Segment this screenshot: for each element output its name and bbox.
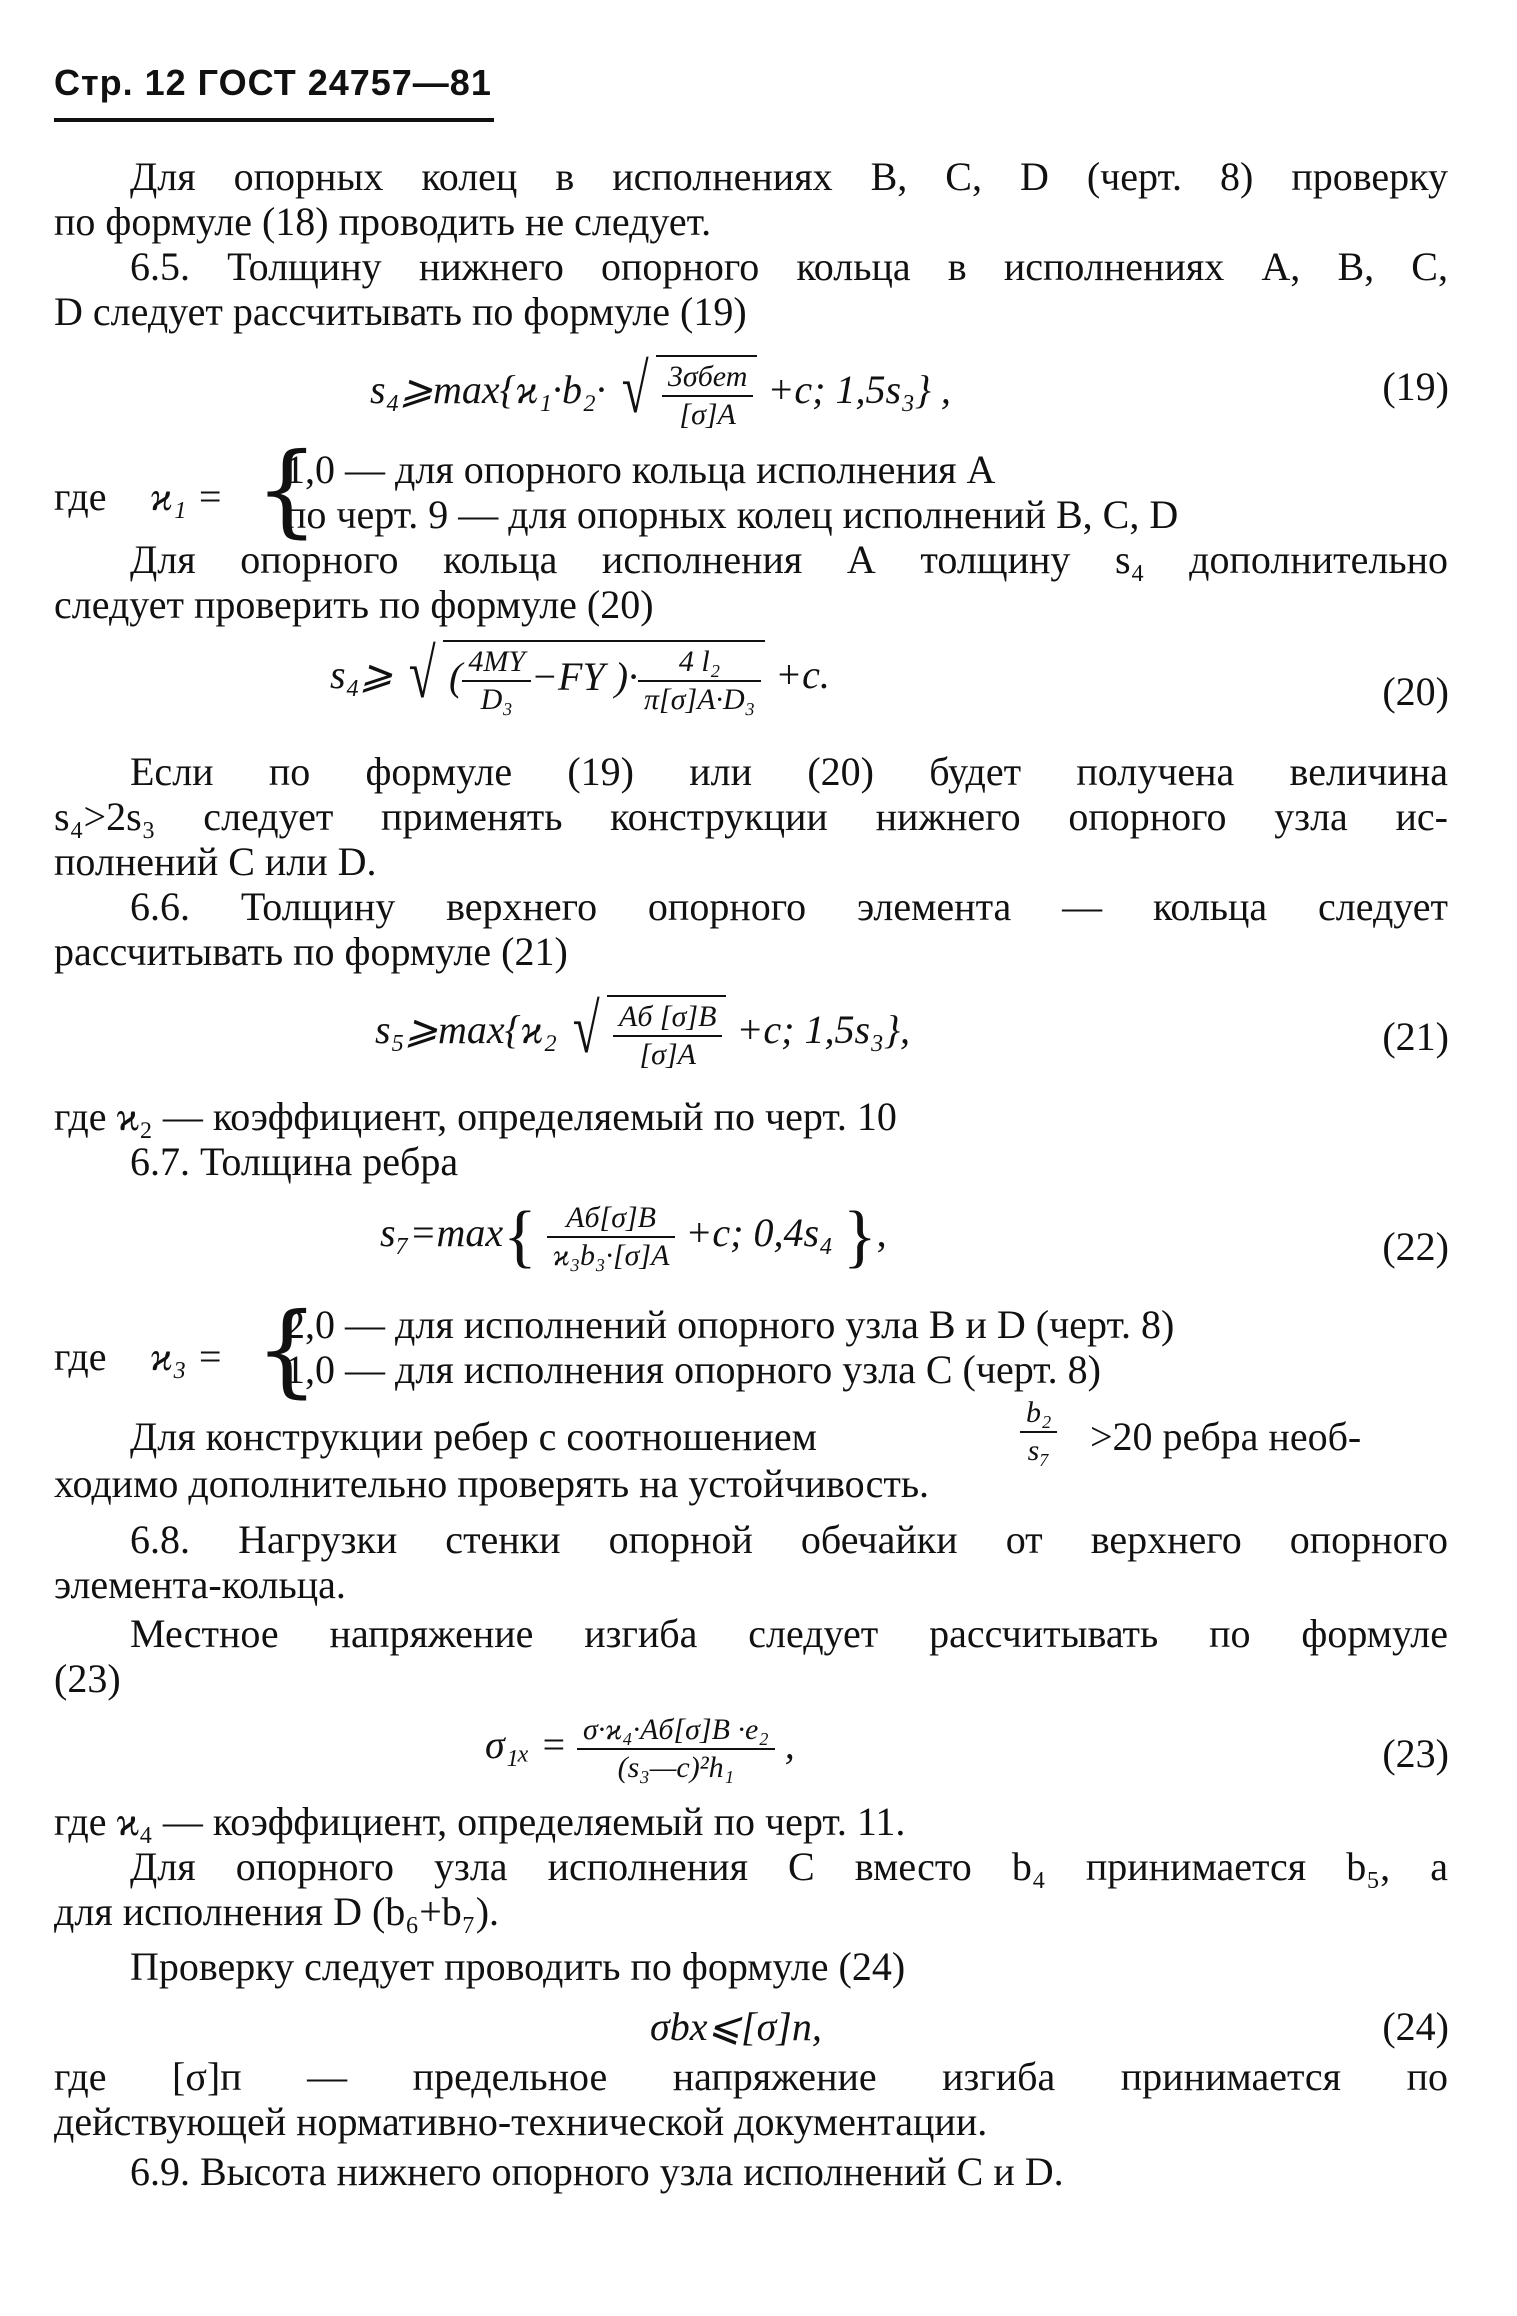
text-line: Для конструкции ребер с соотношением xyxy=(130,1414,817,1459)
ratio-b2-s7 xyxy=(1020,1395,1057,1469)
text-line: 6.8. Нагрузки стенки опорной обечайки от верхнего опорного xyxy=(130,1517,1448,1562)
text-line: >20 ребра необ- xyxy=(1090,1414,1362,1459)
sqrt-sign: √ ( $\frac{4MY}{\text{D₃}}$ −FY )· $\frac{\text{4 l₂}}{\text{π[σ]A·D₃}}$ xyxy=(403,640,765,718)
formula-19-denominator: [σ]A xyxy=(679,398,736,431)
brace-icon: { xyxy=(255,431,319,548)
text-line: ходимо дополнительно проверять на устойчивость. xyxy=(54,1461,930,1506)
kappa1-label: ϰ₁ = xyxy=(150,474,224,519)
equation-number-19: (19) xyxy=(1382,364,1449,409)
formula-20-num2: 4 l₂ xyxy=(638,644,761,682)
sqrt-sign: √ $\frac{\text{3σбет}}{[\sigma]A}$ xyxy=(616,355,757,433)
formula-19-tail: +c; 1,5s₃} , xyxy=(767,367,951,413)
text-line: полнений С или D. xyxy=(54,839,377,884)
ratio-numerator: b₂ xyxy=(1020,1395,1057,1433)
text-line: Проверку следует проводить по формуле (24) xyxy=(130,1944,906,1989)
text-line: действующей нормативно-технической документации. xyxy=(54,2099,988,2144)
text-line: где ϰ₂ — коэффициент, определяемый по черт. 10 xyxy=(54,1094,897,1139)
text-line: Если по формуле (19) или (20) будет получена величина xyxy=(130,749,1448,794)
formula-22-numerator: Aб[σ]B xyxy=(547,1200,676,1238)
formula-23-lhs: σ₁ₓ = xyxy=(485,1722,567,1768)
sqrt-sign: √ $\frac{Aб [\sigma]B}{[\sigma]A}$ xyxy=(567,995,726,1073)
formula-20-den2: π[σ]A·D₃ xyxy=(644,683,756,716)
equation-number-20: (20) xyxy=(1382,669,1449,714)
text-line: следует проверить по формуле (20) xyxy=(54,582,654,627)
formula-20-tail: +c. xyxy=(775,652,830,698)
ratio-denominator: s₇ xyxy=(1027,1434,1050,1467)
formula-19-lhs: s₄⩾max{ϰ₁·b₂· xyxy=(370,367,606,413)
text-line: 2,0 — для исполнений опорного узла В и D (черт. 8) xyxy=(285,1302,1175,1347)
text-line: по черт. 9 — для опорных колец исполнений В, С, D xyxy=(285,492,1179,537)
brace-icon: { xyxy=(255,1291,319,1408)
text-line: Для опорного кольца исполнения А толщину s₄ дополнительно xyxy=(130,537,1448,582)
formula-20-num1: 4MY xyxy=(462,644,531,682)
formula-22-end: , xyxy=(876,1210,887,1256)
text-line: 6.7. Толщина ребра xyxy=(130,1139,459,1184)
formula-21-numerator: Aб [σ]B xyxy=(613,999,722,1037)
text-line: рассчитывать по формуле (21) xyxy=(54,929,568,974)
text-line: 1,0 — для опорного кольца исполнения А xyxy=(285,447,996,492)
kappa3-label: ϰ₃ = xyxy=(150,1334,224,1379)
formula-19 xyxy=(370,351,951,433)
equation-number-23: (23) xyxy=(1382,1731,1449,1776)
formula-22-lhs: s₇=max xyxy=(380,1210,504,1256)
formula-23-denominator: (s₃—c)²h₁ xyxy=(617,1751,735,1784)
formula-23 xyxy=(485,1712,795,1786)
formula-21-denominator: [σ]A xyxy=(639,1038,696,1071)
formula-23-tail: , xyxy=(784,1722,795,1768)
text-line: 6.5. Толщину нижнего опорного кольца в исполнениях А, В, С, xyxy=(130,244,1448,289)
formula-19-numerator: 3σбет xyxy=(662,359,753,397)
formula-21-lhs: s₅⩾max{ϰ₂ xyxy=(375,1007,558,1053)
formula-20 xyxy=(330,636,830,718)
equation-number-21: (21) xyxy=(1382,1014,1449,1059)
equation-number-24: (24) xyxy=(1382,2004,1449,2049)
text-line: (23) xyxy=(54,1656,121,1701)
formula-22-tail: +c; 0,4s₄ xyxy=(685,1210,833,1256)
text-line: 6.9. Высота нижнего опорного узла исполнений С и D. xyxy=(130,2149,1064,2194)
formula-22-denominator: ϰ₃b₃·[σ]A xyxy=(552,1239,670,1272)
formula-20-lhs: s₄⩾ xyxy=(330,652,393,698)
text-line: D следует рассчитывать по формуле (19) xyxy=(54,289,747,334)
equation-number-22: (22) xyxy=(1382,1224,1449,1269)
formula-23-numerator: σ·ϰ₄·Aб[σ]B ·e₂ xyxy=(577,1712,775,1750)
formula-22: s₇=max{ $\frac{Aб[\sigma]B}{\text{ϰ₃b₃·[σ]A}}$ +c; 0,4s₄ }, xyxy=(380,1198,887,1275)
text-line: элемента-кольца. xyxy=(54,1562,346,1607)
text-line: где [σ]п — предельное напряжение изгиба принимается по xyxy=(54,2054,1448,2099)
formula-24: σbx⩽[σ]п, xyxy=(650,2004,822,2049)
text-line: Для опорного узла исполнения С вместо b₄ принимается b₅, а xyxy=(130,1844,1448,1889)
text-line: по формуле (18) проводить не следует. xyxy=(54,199,712,244)
formula-21-tail: +c; 1,5s₃}, xyxy=(736,1007,910,1053)
formula-20-mid: −FY )· xyxy=(531,654,639,700)
formula-20-den1: D₃ xyxy=(480,683,513,716)
text-line: для исполнения D (b₆+b₇). xyxy=(54,1889,500,1934)
text-line: 6.6. Толщину верхнего опорного элемента — кольца следует xyxy=(130,884,1448,929)
text-line: Местное напряжение изгиба следует рассчитывать по формуле xyxy=(130,1611,1448,1656)
header-rule xyxy=(54,118,494,122)
text-line: где ϰ₄ — коэффициент, определяемый по черт. 11. xyxy=(54,1799,906,1844)
text-line: s₄>2s₃ следует применять конструкции нижнего опорного узла ис- xyxy=(54,794,1448,839)
text-line: 1,0 — для исполнения опорного узла С (черт. 8) xyxy=(285,1347,1101,1392)
where-label: где xyxy=(54,474,107,519)
page-header: Стр. 12 ГОСТ 24757—81 xyxy=(54,62,492,103)
where-label: где xyxy=(54,1334,107,1379)
text-line: Для опорных колец в исполнениях В, С, D (черт. 8) проверку xyxy=(130,154,1448,199)
formula-21 xyxy=(375,991,910,1073)
